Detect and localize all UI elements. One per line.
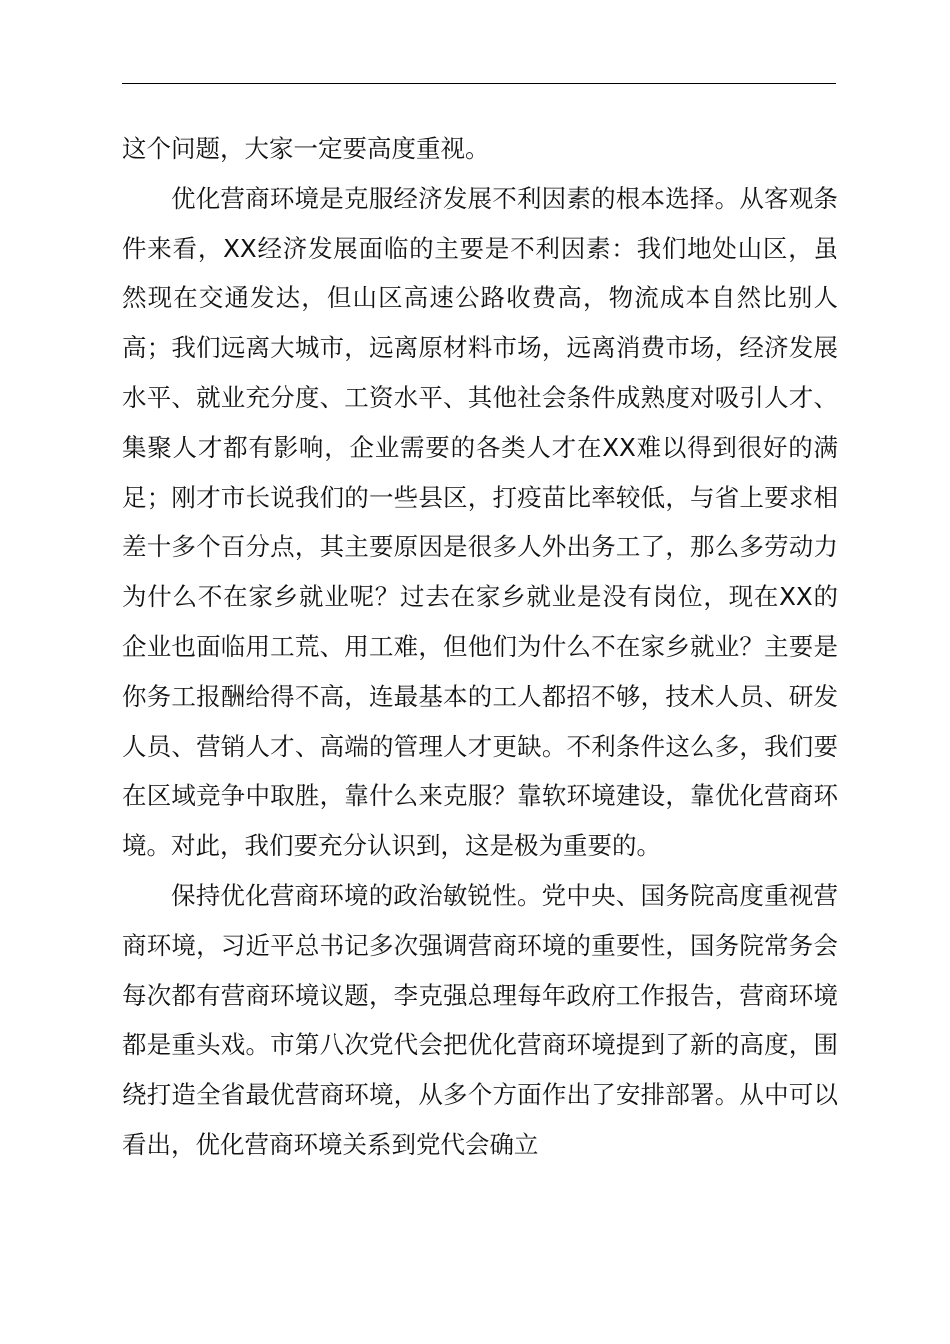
paragraph-political-sensitivity: 保持优化营商环境的政治敏锐性。党中央、国务院高度重视营商环境，习近平总书记多次强调营商环境的重要性，国务院常务会每次都有营商环境议题，李克强总理每年政府工作报告，营商环境都是重头戏。市第八次党代会把优化营商环境提到了新的高度，围绕打造全省最优营商环境，从多个方面作出了安排部署。从中可以看出，优化营商环境关系到党代会确立 [122, 880, 838, 1159]
paragraph-continuation: 这个问题，大家一定要高度重视。 [122, 134, 490, 163]
document-body [122, 124, 838, 1170]
header-rule [122, 83, 836, 84]
paragraph-business-environment-choice: 优化营商环境是克服经济发展不利因素的根本选择。从客观条件来看，XX经济发展面临的主要是不利因素：我们地处山区，虽然现在交通发达，但山区高速公路收费高，物流成本自然比别人高；我们远离大城市，远离原材料市场，远离消费市场，经济发展水平、就业充分度、工资水平、其他社会条件成熟度对吸引人才、集聚人才都有影响，企业需要的各类人才在XX难以得到很好的满足；刚才市长说我们的一些县区，打疫苗比率较低，与省上要求相差十多个百分点，其主要原因是很多人外出务工了，那么多劳动力为什么不在家乡就业呢？过去在家乡就业是没有岗位，现在XX的企业也面临用工荒、用工难，但他们为什么不在家乡就业？主要是你务工报酬给得不高，连最基本的工人都招不够，技术人员、研发人员、营销人才、高端的管理人才更缺。不利条件这么多，我们要在区域竞争中取胜，靠什么来克服？靠软环境建设，靠优化营商环境。对此，我们要充分认识到，这是极为重要的。 [122, 183, 838, 861]
